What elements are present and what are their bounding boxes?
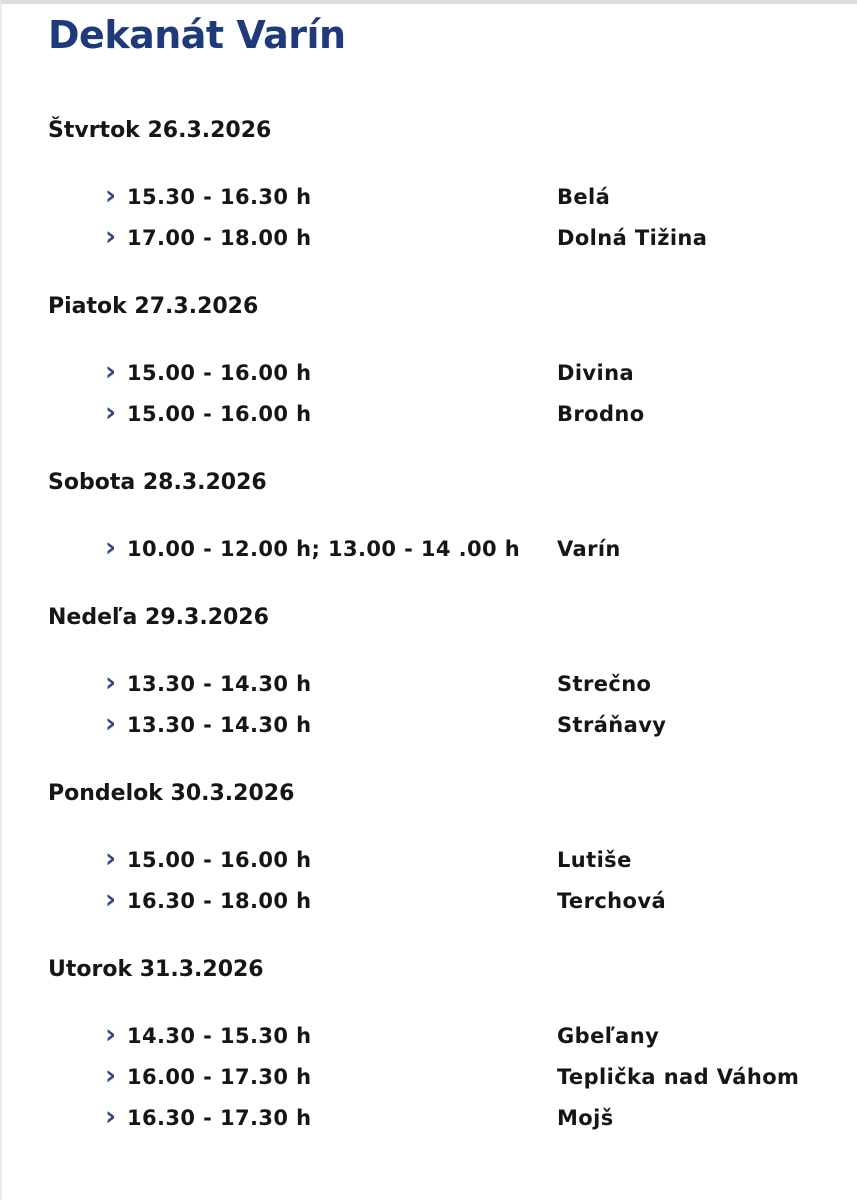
location: Teplička nad Váhom — [557, 1064, 800, 1089]
schedule-row — [48, 528, 833, 569]
schedule-row — [48, 1056, 833, 1097]
day-heading: Utorok 31.3.2026 — [48, 957, 264, 982]
page-title: Dekanát Varín — [48, 13, 346, 57]
day-heading: Štvrtok 26.3.2026 — [48, 118, 272, 143]
chevron-right-icon: › — [105, 531, 117, 563]
chevron-right-icon: › — [105, 666, 117, 698]
time-range: 13.30 - 14.30 h — [127, 671, 312, 696]
time-range: 16.30 - 18.00 h — [127, 888, 312, 913]
chevron-right-icon: › — [105, 842, 117, 874]
time-range: 15.00 - 16.00 h — [127, 360, 312, 385]
location: Gbeľany — [557, 1023, 660, 1048]
location: Stráňavy — [557, 712, 667, 737]
chevron-right-icon: › — [105, 1059, 117, 1091]
schedule-rows — [48, 352, 833, 434]
schedule-row — [48, 393, 833, 434]
day-heading: Nedeľa 29.3.2026 — [48, 605, 269, 630]
day-section — [48, 294, 833, 434]
schedule-row — [48, 839, 833, 880]
schedule-rows — [48, 839, 833, 921]
day-section — [48, 118, 833, 258]
time-range: 13.30 - 14.30 h — [127, 712, 312, 737]
schedule-rows — [48, 663, 833, 745]
time-range: 10.00 - 12.00 h; 13.00 - 14 .00 h — [127, 536, 521, 561]
day-section — [48, 470, 833, 569]
location: Belá — [557, 184, 611, 209]
schedule-rows — [48, 1015, 833, 1138]
location: Divina — [557, 360, 635, 385]
chevron-right-icon: › — [105, 707, 117, 739]
schedule-row — [48, 1015, 833, 1056]
location: Strečno — [557, 671, 652, 696]
schedule-row — [48, 352, 833, 393]
schedule-row — [48, 663, 833, 704]
chevron-right-icon: › — [105, 220, 117, 252]
chevron-right-icon: › — [105, 883, 117, 915]
schedule-rows — [48, 176, 833, 258]
day-section — [48, 781, 833, 921]
schedule-row — [48, 176, 833, 217]
time-range: 16.00 - 17.30 h — [127, 1064, 312, 1089]
location: Lutiše — [557, 847, 632, 872]
location: Mojš — [557, 1105, 614, 1130]
day-heading: Sobota 28.3.2026 — [48, 470, 267, 495]
location: Brodno — [557, 401, 645, 426]
time-range: 17.00 - 18.00 h — [127, 225, 312, 250]
day-section — [48, 957, 833, 1138]
schedule-row — [48, 880, 833, 921]
day-section — [48, 605, 833, 745]
time-range: 15.00 - 16.00 h — [127, 847, 312, 872]
time-range: 14.30 - 15.30 h — [127, 1023, 312, 1048]
schedule-row — [48, 1097, 833, 1138]
chevron-right-icon: › — [105, 1018, 117, 1050]
schedule-row — [48, 704, 833, 745]
schedule-rows — [48, 528, 833, 569]
day-heading: Pondelok 30.3.2026 — [48, 781, 295, 806]
schedule-row — [48, 217, 833, 258]
chevron-right-icon: › — [105, 396, 117, 428]
location: Varín — [557, 536, 621, 561]
location: Terchová — [557, 888, 667, 913]
location: Dolná Tižina — [557, 225, 708, 250]
time-range: 15.00 - 16.00 h — [127, 401, 312, 426]
time-range: 16.30 - 17.30 h — [127, 1105, 312, 1130]
chevron-right-icon: › — [105, 355, 117, 387]
time-range: 15.30 - 16.30 h — [127, 184, 312, 209]
chevron-right-icon: › — [105, 179, 117, 211]
day-heading: Piatok 27.3.2026 — [48, 294, 259, 319]
chevron-right-icon: › — [105, 1100, 117, 1132]
